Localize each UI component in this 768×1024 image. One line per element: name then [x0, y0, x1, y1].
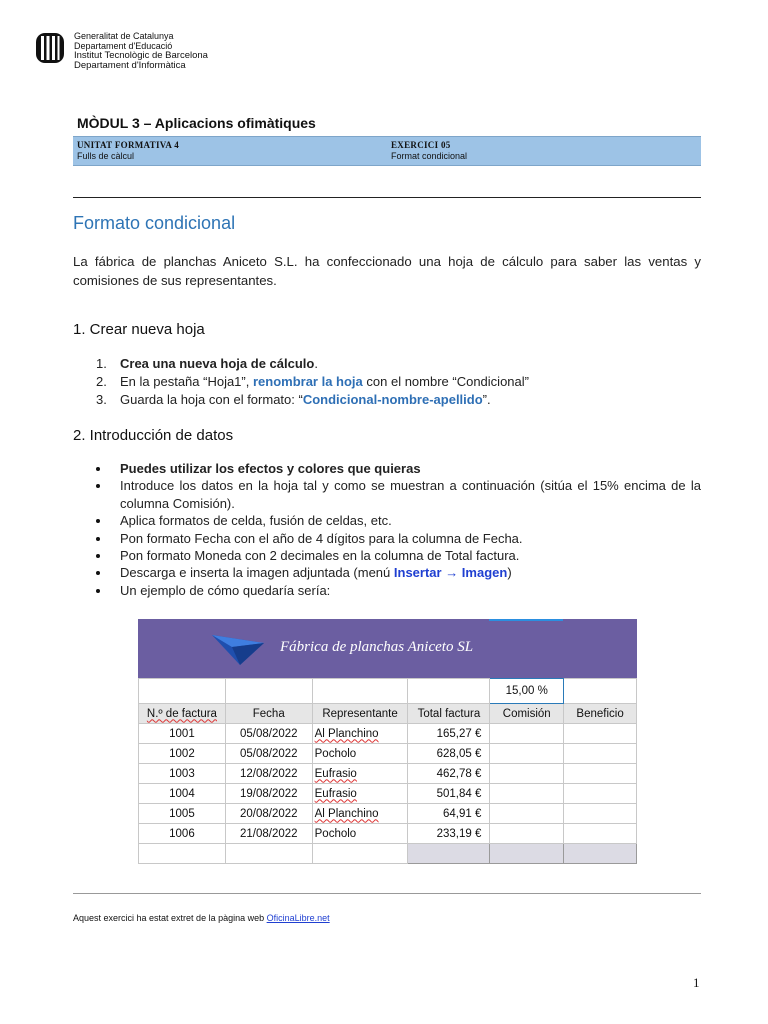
- list-item: [96, 355, 701, 373]
- date-cell[interactable]: 12/08/2022: [225, 764, 312, 784]
- profit-cell[interactable]: [564, 724, 637, 744]
- list-number: 3.: [96, 392, 107, 407]
- totals-row: [139, 844, 637, 864]
- date-cell[interactable]: 05/08/2022: [225, 724, 312, 744]
- table-cell[interactable]: [225, 679, 312, 704]
- total-cell[interactable]: 501,84 €: [408, 784, 490, 804]
- source-link[interactable]: OficinaLibre.net: [266, 913, 330, 923]
- representative-cell[interactable]: [312, 784, 408, 804]
- list-item: [96, 530, 701, 547]
- footer-text: Aquest exercici ha estat extret de la pàgina web: [73, 913, 267, 923]
- item-text: En la pestaña “Hoja1”,: [120, 374, 253, 389]
- invoice-number-cell[interactable]: 1001: [139, 724, 226, 744]
- list-item: [96, 512, 701, 529]
- bullet-icon: [96, 571, 100, 575]
- table-row: [139, 784, 637, 804]
- list-number: 2.: [96, 374, 107, 389]
- column-header[interactable]: Fecha: [225, 704, 312, 724]
- item-bold: Puedes utilizar los efectos y colores que quieras: [120, 461, 421, 476]
- representative-cell[interactable]: Pocholo: [312, 744, 408, 764]
- total-cell[interactable]: 165,27 €: [408, 724, 490, 744]
- bullet-icon: [96, 519, 100, 523]
- list-item: [96, 582, 701, 599]
- column-header[interactable]: Comisión: [490, 704, 564, 724]
- footer-note: [73, 913, 330, 923]
- table-cell[interactable]: [312, 844, 408, 864]
- invoice-number-cell[interactable]: 1006: [139, 824, 226, 844]
- representative-name: Eufrasio: [314, 767, 357, 780]
- invoice-number-cell[interactable]: 1005: [139, 804, 226, 824]
- item-text: .: [314, 356, 318, 371]
- module-title: MÒDUL 3 – Aplicacions ofimàtiques: [77, 115, 316, 131]
- column-header[interactable]: Total factura: [408, 704, 490, 724]
- section1-list: [96, 355, 701, 409]
- item-text: ): [507, 565, 512, 581]
- list-item: [96, 391, 701, 409]
- invoice-number-cell[interactable]: 1004: [139, 784, 226, 804]
- list-number: 1.: [96, 356, 107, 371]
- section2-list: [96, 460, 701, 599]
- invoice-table: [138, 678, 637, 864]
- column-header-label: N.º de factura: [146, 707, 217, 720]
- representative-cell[interactable]: [312, 804, 408, 824]
- section2-heading: 2. Introducción de datos: [73, 427, 234, 444]
- section1-heading: 1. Crear nueva hoja: [73, 321, 205, 338]
- institution-line: Departament d'Educació: [74, 41, 173, 51]
- list-item: [96, 547, 701, 564]
- selection-marker: [489, 619, 563, 621]
- table-row: [139, 804, 637, 824]
- table-cell[interactable]: [564, 679, 637, 704]
- item-bold: Crea una nueva hoja de cálculo: [120, 356, 315, 371]
- item-text: Aplica formatos de celda, fusión de celdas, etc.: [120, 513, 392, 529]
- item-text: Pon formato Fecha con el año de 4 dígitos para la columna de Fecha.: [120, 530, 523, 546]
- item-text: Pon formato Moneda con 2 decimales en la columna de Total factura.: [120, 548, 520, 564]
- unit-label: UNITAT FORMATIVA 4: [77, 140, 180, 150]
- invoice-number-cell[interactable]: 1002: [139, 744, 226, 764]
- date-cell[interactable]: 21/08/2022: [225, 824, 312, 844]
- divider: [73, 197, 701, 198]
- institution-line: Institut Tecnològic de Barcelona: [74, 50, 208, 61]
- date-cell[interactable]: 05/08/2022: [225, 744, 312, 764]
- representative-cell[interactable]: Pocholo: [312, 824, 408, 844]
- bullet-icon: [96, 589, 100, 593]
- filename-link[interactable]: Condicional-nombre-apellido: [302, 392, 483, 407]
- table-row: [139, 764, 637, 784]
- bullet-icon: [96, 554, 100, 558]
- percent-cell[interactable]: 15,00 %: [490, 679, 564, 704]
- table-row: [139, 724, 637, 744]
- item-text: Introduce los datos en la hoja tal y como se muestran a continuación (sitúa el 15% encima de la columna Comisión).: [120, 478, 701, 511]
- sheet-banner: [138, 619, 637, 678]
- date-cell[interactable]: 20/08/2022: [225, 804, 312, 824]
- table-cell[interactable]: [408, 679, 490, 704]
- representative-name: Al Planchino: [314, 727, 379, 740]
- bullet-icon: [96, 537, 100, 541]
- item-text: ”.: [482, 392, 491, 407]
- item-text: Descarga e inserta la imagen adjuntada (menú: [120, 565, 394, 581]
- item-text: Guarda la hoja con el formato: “: [120, 392, 303, 407]
- representative-name: Al Planchino: [314, 807, 379, 820]
- commission-cell[interactable]: [490, 804, 564, 824]
- representative-cell[interactable]: [312, 724, 408, 744]
- table-cell[interactable]: [225, 844, 312, 864]
- profit-sum-cell[interactable]: [564, 844, 637, 864]
- unit-name: Fulls de càlcul: [77, 151, 135, 161]
- profit-cell[interactable]: [564, 784, 637, 804]
- page-number: 1: [693, 975, 700, 990]
- institution-block: [74, 31, 208, 71]
- representative-name: Eufrasio: [314, 787, 357, 800]
- date-cell[interactable]: 19/08/2022: [225, 784, 312, 804]
- institution-line: Departament d'Informàtica: [74, 60, 186, 71]
- unit-info-bar: [73, 136, 701, 166]
- footer-divider: [73, 893, 701, 894]
- list-item: [96, 373, 701, 391]
- total-cell[interactable]: 233,19 €: [408, 824, 490, 844]
- table-row: [139, 744, 637, 764]
- profit-cell[interactable]: [564, 744, 637, 764]
- list-item: [96, 477, 701, 512]
- table-cell[interactable]: [139, 844, 226, 864]
- total-cell[interactable]: 462,78 €: [408, 764, 490, 784]
- insert-image-link[interactable]: Insertar → Imagen: [393, 565, 508, 581]
- spreadsheet-example: [138, 619, 637, 867]
- paper-plane-icon: [210, 629, 266, 667]
- table-header-row: [139, 704, 637, 724]
- column-header[interactable]: [139, 704, 226, 724]
- commission-sum-cell[interactable]: [490, 844, 564, 864]
- table-cell[interactable]: [312, 679, 408, 704]
- column-header[interactable]: Representante: [312, 704, 408, 724]
- doc-title: Formato condicional: [73, 213, 236, 233]
- commission-cell[interactable]: [490, 724, 564, 744]
- total-sum-cell[interactable]: [408, 844, 490, 864]
- total-cell[interactable]: 628,05 €: [408, 744, 490, 764]
- column-header[interactable]: Beneficio: [564, 704, 637, 724]
- intro-paragraph: La fábrica de planchas Aniceto S.L. ha confeccionado una hoja de cálculo para saber las ventas y comisiones de sus representantes.: [73, 254, 701, 288]
- total-cell[interactable]: 64,91 €: [408, 804, 490, 824]
- commission-cell[interactable]: [490, 764, 564, 784]
- profit-cell[interactable]: [564, 804, 637, 824]
- banner-title: Fábrica de planchas Aniceto SL: [280, 639, 474, 655]
- commission-cell[interactable]: [490, 784, 564, 804]
- table-row: [139, 824, 637, 844]
- commission-cell[interactable]: [490, 744, 564, 764]
- institution-line: Generalitat de Catalunya: [74, 31, 174, 41]
- rename-sheet-link[interactable]: renombrar la hoja: [252, 374, 363, 389]
- bullet-icon: [96, 467, 100, 471]
- exercise-label: EXERCICI 05: [391, 140, 451, 150]
- representative-cell[interactable]: [312, 764, 408, 784]
- invoice-number-cell[interactable]: 1003: [139, 764, 226, 784]
- exercise-name: Format condicional: [391, 151, 468, 161]
- table-row: [139, 679, 637, 704]
- list-item: [96, 460, 701, 477]
- item-text: Un ejemplo de cómo quedaría sería:: [120, 582, 331, 598]
- list-item: [96, 564, 701, 581]
- profit-cell[interactable]: [564, 764, 637, 784]
- table-cell[interactable]: [139, 679, 226, 704]
- commission-cell[interactable]: [490, 824, 564, 844]
- generalitat-logo-icon: [36, 33, 64, 63]
- profit-cell[interactable]: [564, 824, 637, 844]
- bullet-icon: [96, 484, 100, 488]
- item-text: con el nombre “Condicional”: [362, 374, 529, 389]
